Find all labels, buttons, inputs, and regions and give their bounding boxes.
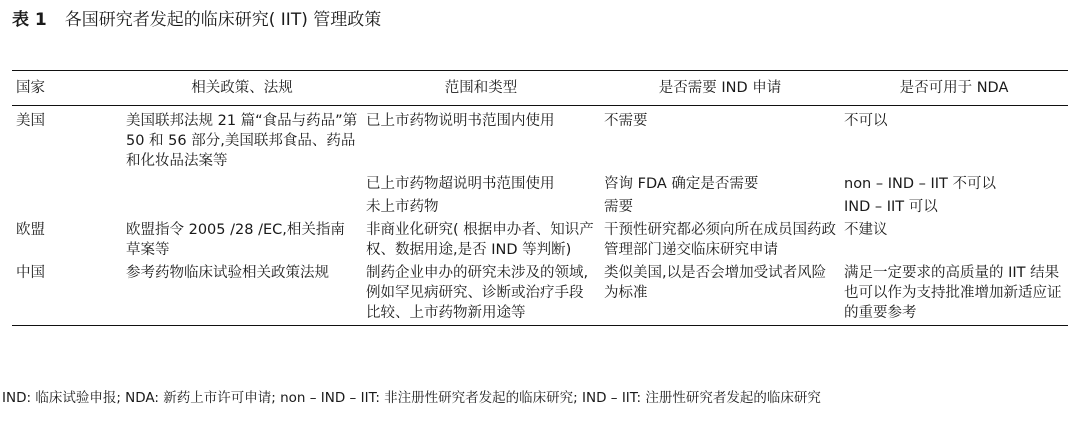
cell-scope: 制药企业申办的研究未涉及的领域,例如罕见病研究、诊断或治疗手段比较、上市药物新用途等 — [366, 265, 589, 321]
cell-scope: 非商业化研究( 根据申办者、知识产权、数据用途,是否 IND 等判断) — [366, 222, 594, 258]
cell-policy: 参考药物临床试验相关政策法规 — [126, 265, 329, 281]
cell-policy: 美国联邦法规 21 篇“食品与药品”第 50 和 56 部分,美国联邦食品、药品和化妆品法案等 — [126, 113, 358, 169]
cell-nda: 不可以 — [844, 113, 888, 129]
table-row — [12, 196, 1068, 219]
cell-nda: non – IND – IIT 不可以 — [844, 176, 996, 192]
cell-country — [12, 196, 122, 219]
caption-title: 各国研究者发起的临床研究( IIT) 管理政策 — [64, 10, 382, 30]
cell-ind: 不需要 — [604, 113, 648, 129]
cell-ind: 类似美国,以是否会增加受试者风险为标准 — [604, 265, 827, 301]
cell-country — [12, 173, 122, 196]
cell-country: 欧盟 — [16, 222, 45, 238]
cell-nda: 不建议 — [844, 222, 888, 238]
cell-country: 中国 — [16, 265, 45, 281]
cell-ind: 干预性研究都必须向所在成员国药政管理部门递交临床研究申请 — [604, 222, 836, 258]
header-nda: 是否可用于 NDA — [899, 80, 1009, 96]
cell-nda: IND – IIT 可以 — [844, 199, 938, 215]
table-row — [12, 106, 1068, 174]
header-ind: 是否需要 IND 申请 — [658, 80, 782, 96]
cell-ind: 咨询 FDA 确定是否需要 — [604, 176, 759, 192]
cell-ind: 需要 — [604, 199, 633, 215]
cell-scope: 已上市药物超说明书范围使用 — [366, 176, 555, 192]
cell-policy — [122, 196, 362, 219]
table-header-row — [12, 71, 1068, 106]
table-row — [12, 173, 1068, 196]
cell-policy — [122, 173, 362, 196]
cell-nda: 满足一定要求的高质量的 IIT 结果也可以作为支持批准增加新适应证的重要参考 — [844, 265, 1062, 321]
table-footnote: IND: 临床试验申报; NDA: 新药上市许可申请; non – IND – IIT: 非注册性研究者发起的临床研究; IND – IIT: 注册性研究者发起的临床研究 — [2, 390, 821, 406]
cell-policy: 欧盟指令 2005 /28 /EC,相关指南草案等 — [126, 222, 345, 258]
policy-table — [12, 70, 1068, 326]
caption-label: 表 1 — [12, 10, 47, 30]
header-scope: 范围和类型 — [444, 80, 518, 96]
table-caption — [12, 6, 381, 34]
table-row — [12, 262, 1068, 326]
cell-scope: 已上市药物说明书范围内使用 — [366, 113, 555, 129]
header-country: 国家 — [16, 80, 45, 96]
cell-scope: 未上市药物 — [366, 199, 439, 215]
table-row — [12, 219, 1068, 262]
cell-country: 美国 — [16, 113, 45, 129]
header-policy: 相关政策、法规 — [191, 80, 293, 96]
